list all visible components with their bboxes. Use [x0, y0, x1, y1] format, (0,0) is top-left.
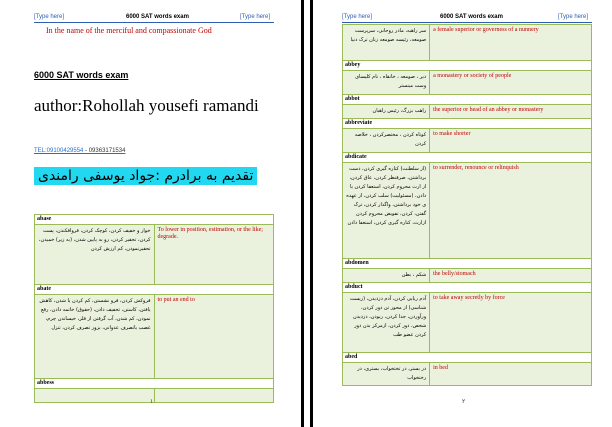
header-left-placeholder[interactable]: [Type here] — [34, 14, 65, 20]
vocabulary-table — [34, 214, 274, 403]
word-cell[interactable]: abbey — [343, 61, 592, 71]
header-rule — [34, 22, 274, 23]
tel-link[interactable]: TEL:09100429554 — [34, 148, 84, 154]
header-rule — [342, 22, 592, 23]
vocabulary-table — [342, 24, 592, 386]
persian-definition-cell[interactable]: آدم ربایی کردن، آدم دزدیدن، (زیست شناسی) از محور تن دور کردن، ورآوردن، جدا کردن، ربودن، دزدیدن شخص، دور کردن، ازمرکز بدن دور کردن عضو طب — [343, 293, 430, 353]
author-line: author:Rohollah yousefi ramandi — [34, 96, 259, 115]
persian-definition-cell[interactable]: خوار و خفیف کردن، کوچک کردن، فروافکندن، پست کردن، تحقیر کردن، رو به پایین شدن، (به زیر) خمیدن، تحقیرنمودن، کم ارزش کردن — [35, 225, 155, 285]
english-definition-cell[interactable]: a monastery or society of people — [430, 71, 592, 95]
page-number: ۲ — [462, 399, 466, 405]
persian-definition-cell[interactable]: (از سلطنت) کناره گیری کردن، دست برداشتن، صرفنظر کردن، عاق کردن، از ارث محروم کردن، استعفا کردن یا دادن، (مسئولیت) سلب کردن، از عهده ی خود برداشتن، واگذار کردن، ترک گفتن، کردن، تفویض محروم کردن ازارث، کناره گیری کردن، استعفا دادن — [343, 163, 430, 259]
english-definition-cell[interactable] — [154, 389, 274, 403]
persian-definition-cell[interactable]: دیر ، صومعه ، خانقاه ، نام کلیسای وست مینستر — [343, 71, 430, 95]
word-cell[interactable]: abbess — [35, 379, 274, 389]
exam-title: 6000 SAT words exam — [34, 70, 129, 80]
word-cell[interactable]: abdomen — [343, 259, 592, 269]
header-right-placeholder[interactable]: [Type here] — [558, 14, 589, 20]
english-definition-cell[interactable]: the superior or head of an abbey or monastery — [430, 105, 592, 119]
page-number: ۱ — [150, 399, 154, 405]
english-definition-cell[interactable]: To lower in position, estimation, or the like; degrade. — [154, 225, 274, 285]
persian-definition-cell[interactable]: راهب بزرگ، رئیس راهبان — [343, 105, 430, 119]
english-definition-cell[interactable]: to put an end to — [154, 295, 274, 379]
opening-line: In the name of the merciful and compassionate God — [46, 26, 212, 35]
word-cell[interactable]: abed — [343, 353, 592, 363]
header-center-title[interactable]: 6000 SAT words exam — [126, 14, 189, 20]
header-left-placeholder[interactable]: [Type here] — [342, 14, 373, 20]
word-cell[interactable]: abduct — [343, 283, 592, 293]
header-right-placeholder[interactable]: [Type here] — [240, 14, 271, 20]
page-divider-bar — [310, 0, 313, 427]
persian-definition-cell[interactable]: سر راهبه، مادر روحانی، سرپرست صومعه، رئیسه صومعه زنان ترک دنیا — [343, 25, 430, 61]
persian-definition-cell[interactable]: شکم ، بطن — [343, 269, 430, 283]
persian-definition-cell[interactable] — [35, 389, 155, 403]
english-definition-cell[interactable]: to take away secretly by force — [430, 293, 592, 353]
word-cell[interactable]: abase — [35, 215, 274, 225]
word-cell[interactable]: abdicate — [343, 153, 592, 163]
document-page-right — [316, 0, 612, 427]
english-definition-cell[interactable]: to make shorter — [430, 129, 592, 153]
persian-definition-cell[interactable]: در بستر، در تختخواب، بستری، در رختخواب — [343, 363, 430, 386]
document-page-left — [0, 0, 300, 427]
word-cell[interactable]: abate — [35, 285, 274, 295]
page-divider-bar — [301, 0, 304, 427]
word-cell[interactable]: abbreviate — [343, 119, 592, 129]
header-center-title[interactable]: 6000 SAT words exam — [440, 14, 503, 20]
persian-definition-cell[interactable]: فروکش کردن، فرو نشستن، کم کردن یا شدن، کاهش یافتن، کاستن، تخفیف دادن، (حقوق) خاتمه دادن، رفع نمودن، کم شدن، آب گرفتن از فلز، خیساندن چرم، غصب یاتصرف عدوانی، بزور تصرف کردن، تنزل — [35, 295, 155, 379]
dedication-highlight: تقدیم به برادرم :جواد یوسفی رامندی — [34, 167, 257, 185]
persian-definition-cell[interactable]: کوتاه کردن ، مختصرکردن ، خلاصه کردن — [343, 129, 430, 153]
word-cell[interactable]: abbot — [343, 95, 592, 105]
tel-extra: - 09363171534 — [83, 148, 126, 154]
tel-line[interactable] — [34, 148, 125, 154]
english-definition-cell[interactable]: a female superior or governess of a nunnery — [430, 25, 592, 61]
english-definition-cell[interactable]: in bed — [430, 363, 592, 386]
english-definition-cell[interactable]: the belly/stomach — [430, 269, 592, 283]
english-definition-cell[interactable]: to surrender, renounce or relinquish — [430, 163, 592, 259]
